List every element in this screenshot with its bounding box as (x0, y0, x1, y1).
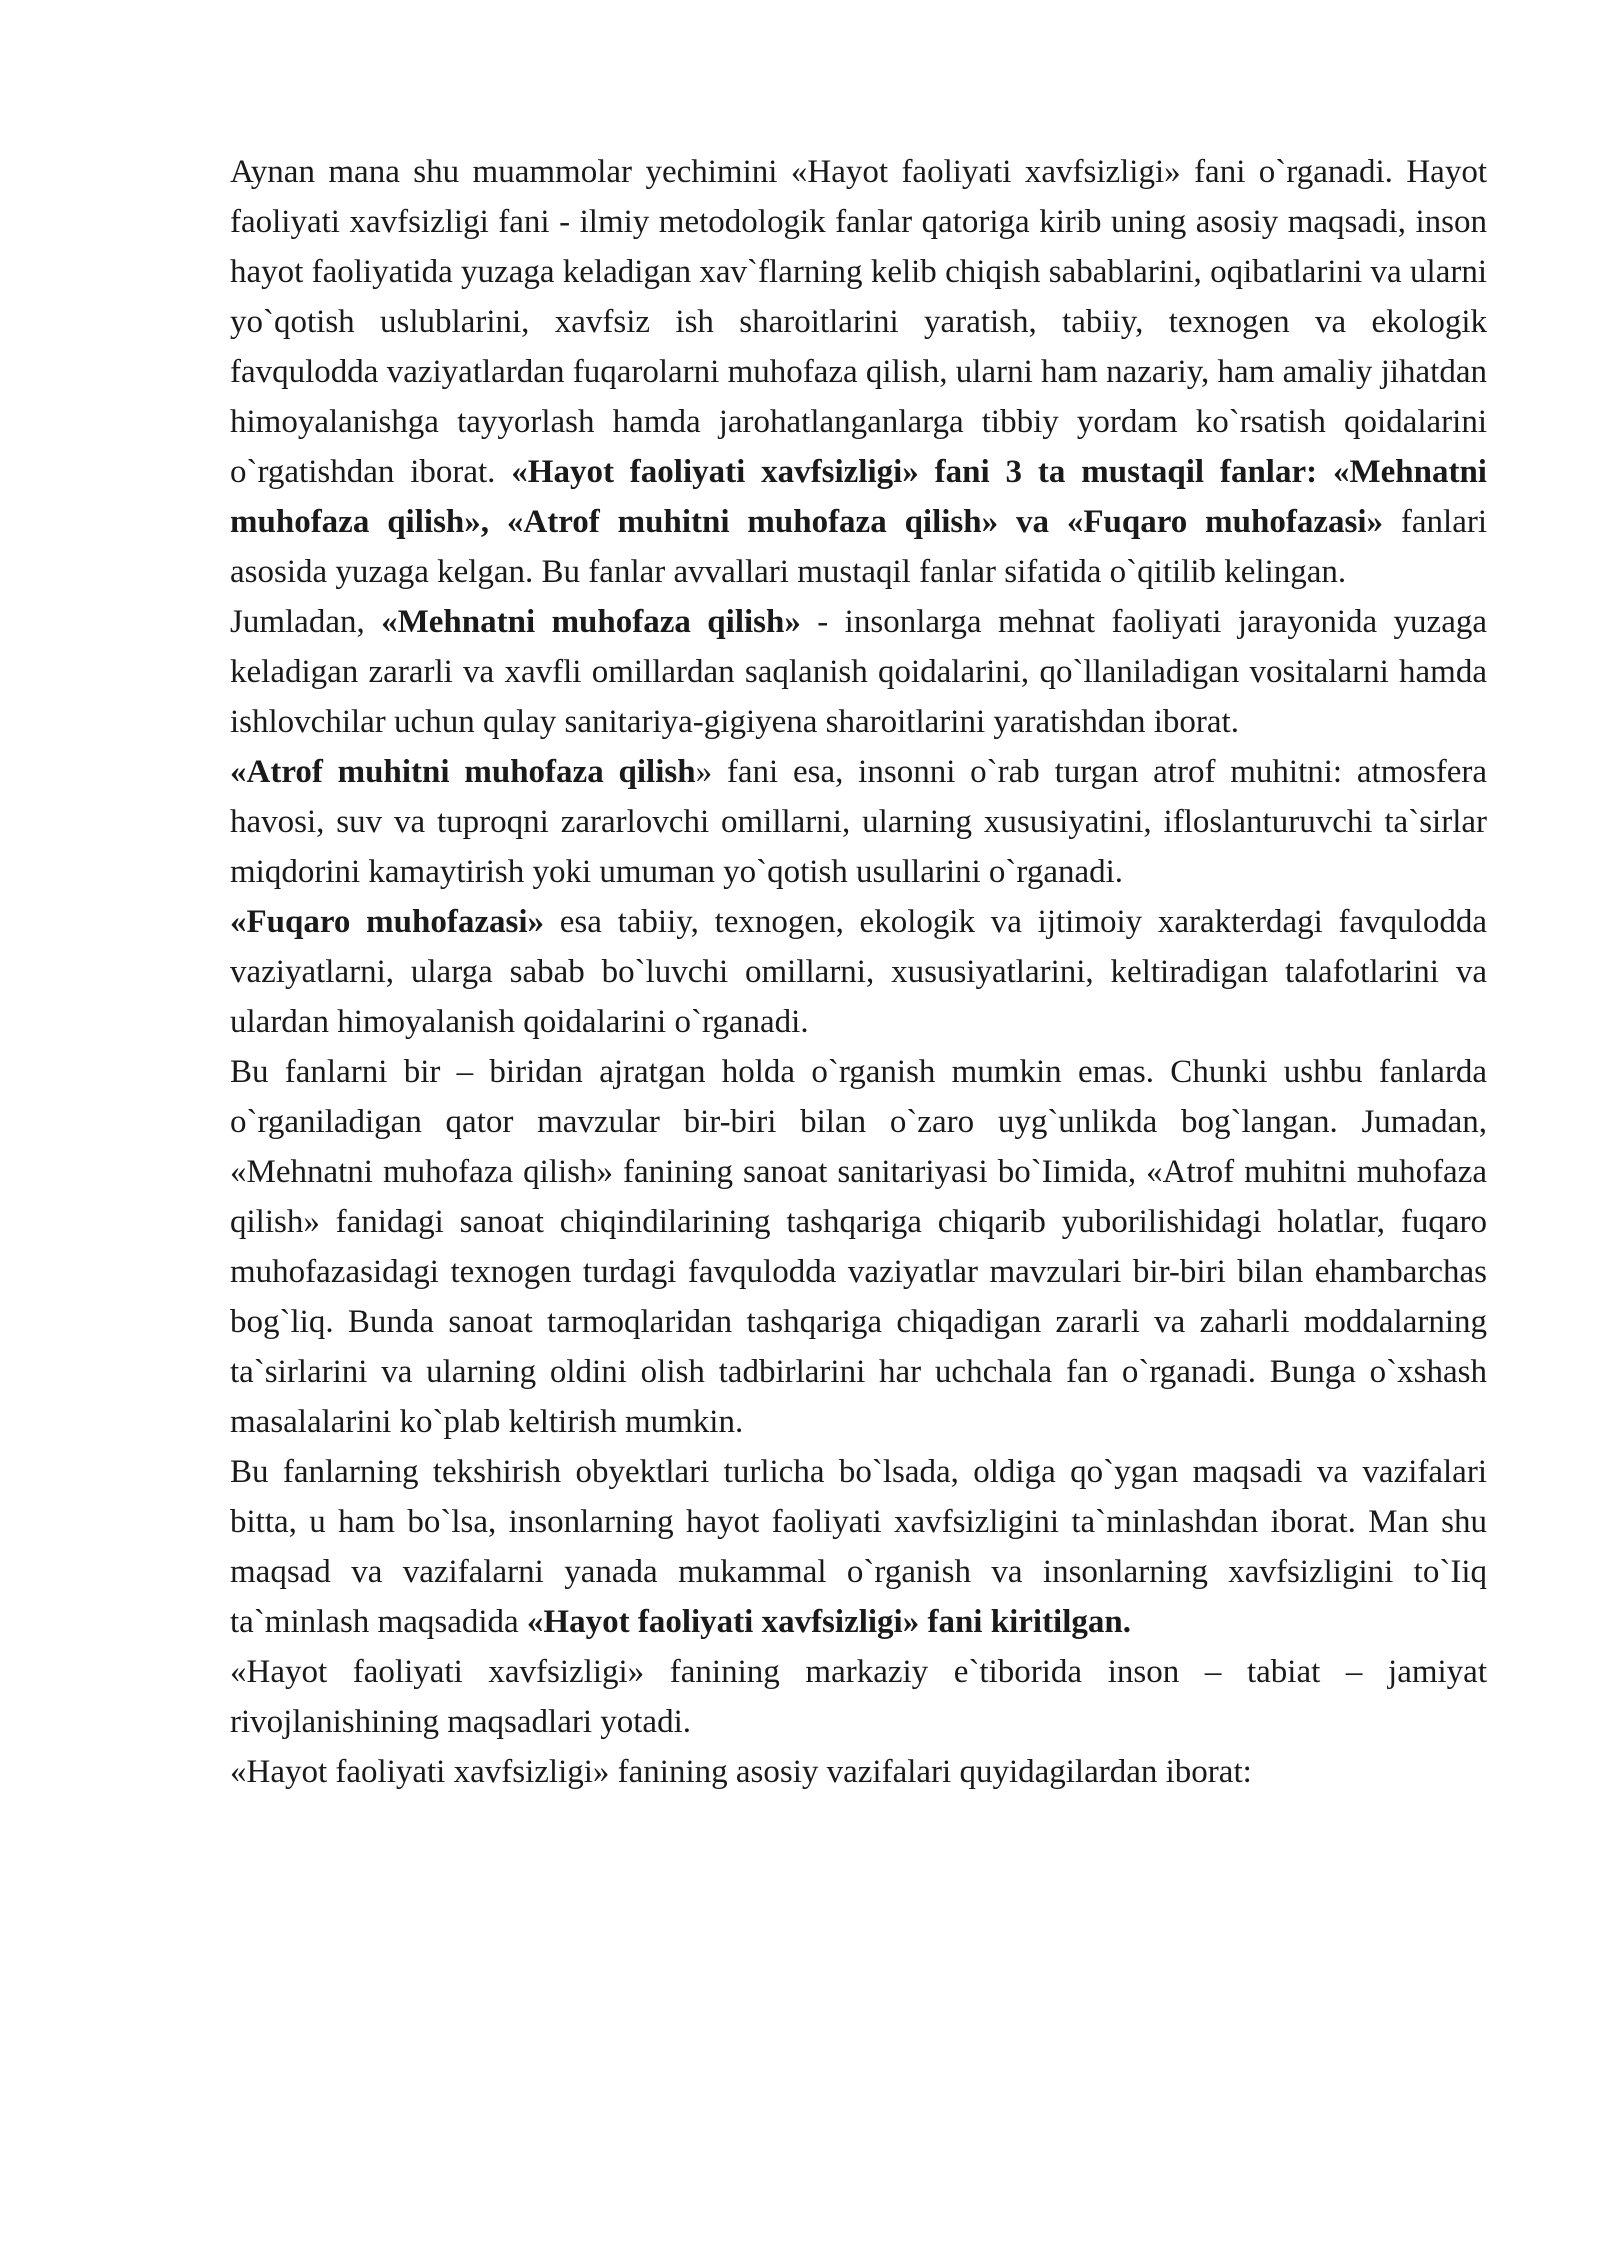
text-segment: esa tabiiy, texnogen, ekologik va ijtimoiy xarakterdagi favqulodda vaziyatlarni, ularga sabab bo`luvchi omillarni, xususiyatlarini, keltiradigan talafotlarini va ulardan himoyalanish qoidalarini o`rganadi. (230, 904, 1487, 1040)
text-segment: fanlari asosida yuzaga kelgan. Bu fanlar avvallari mustaqil fanlar sifatida o`qitilib kelingan. (230, 504, 1487, 590)
paragraph-7 (230, 1647, 1487, 1747)
paragraph-4 (230, 897, 1487, 1047)
text-segment: Jumladan, (230, 604, 382, 640)
text-segment: Bu fanlarni bir – biridan ajratgan holda o`rganish mumkin emas. Chunki ushbu fanlarda o`rganiladigan qator mavzular bir-biri bilan o`zaro uyg`unlikda bog`langan. Jumadan, «Mehnatni muhofaza qilish» fanining sanoat sanitariyasi bo`Iimida, «Atrof muhitni muhofaza qilish» fanidagi sanoat chiqindilarining tashqariga chiqarib yuborilishidagi holatlar, fuqaro muhofazasidagi texnogen turdagi favqulodda vaziyatlar mavzulari bir-biri bilan ehambarchas bog`liq. Bunda sanoat tarmoqlaridan tashqariga chiqadigan zararli va zaharli moddalarning ta`sirlarini va ularning oldini olish tadbirlarini har uchchala fan o`rganadi. Bunga o`xshash masalalarini ko`plab keltirish mumkin. (230, 1054, 1487, 1440)
bold-text-segment: «Fuqaro muhofazasi» (230, 904, 544, 940)
paragraph-5 (230, 1047, 1487, 1447)
paragraph-3 (230, 747, 1487, 897)
text-segment: Aynan mana shu muammolar yechimini «Hayot faoliyati xavfsizligi» fani o`rganadi. Hayot faoliyati xavfsizligi fani - ilmiy metodologik fanlar qatoriga kirib uning asosiy maqsadi, inson hayot faoliyatida yuzaga keladigan xav`flarning kelib chiqish sabablarini, oqibatlarini va ularni yo`qotish uslublarini, xavfsiz ish sharoitlarini yaratish, tabiiy, texnogen va ekologik favqulodda vaziyatlardan fuqarolarni muhofaza qilish, ularni ham nazariy, ham amaliy jihatdan himoyalanishga tayyorlash hamda jarohatlanganlarga tibbiy yordam ko`rsatish qoidalarini o`rgatishdan iborat. (230, 154, 1487, 490)
paragraph-2 (230, 597, 1487, 747)
text-segment: «Hayot faoliyati xavfsizligi» fanining asosiy vazifalari quyidagilardan iborat: (230, 1754, 1252, 1790)
text-segment: - insonlarga mehnat faoliyati jarayonida yuzaga keladigan zararli va xavfli omillardan saqlanish qoidalarini, qo`llaniladigan vositalarni hamda ishlovchilar uchun qulay sanitariya-gigiyena sharoitlarini yaratishdan iborat. (230, 604, 1487, 740)
bold-text-segment: «Hayot faoliyati xavfsizligi» fani kiritilgan. (526, 1604, 1131, 1640)
bold-text-segment: «Mehnatni muhofaza qilish» (381, 604, 801, 640)
paragraph-6 (230, 1447, 1487, 1647)
text-segment: Bu fanlarning tekshirish obyektlari turlicha bo`lsada, oldiga qo`ygan maqsadi va vazifalari bitta, u ham bo`lsa, insonlarning hayot faoliyati xavfsizligini ta`minlashdan iborat. Man shu maqsad va vazifalarni yanada mukammal o`rganish va insonlarning xavfsizligini to`Iiq ta`minlash maqsadida (230, 1454, 1487, 1640)
document-body (230, 147, 1487, 1797)
paragraph-1 (230, 147, 1487, 597)
bold-text-segment: «Atrof muhitni muhofaza qilish (230, 754, 696, 790)
text-segment: » fani esa, insonni o`rab turgan atrof muhitni: atmosfera havosi, suv va tuproqni zararlovchi omillarni, ularning xususiyatini, ifloslanturuvchi ta`sirlar miqdorini kamaytirish yoki umuman yo`qotish usullarini o`rganadi. (230, 754, 1487, 890)
text-segment: «Hayot faoliyati xavfsizligi» fanining markaziy e`tiborida inson – tabiat – jamiyat rivojlanishining maqsadlari yotadi. (230, 1654, 1487, 1740)
paragraph-8 (230, 1747, 1487, 1797)
bold-text-segment: «Hayot faoliyati xavfsizligi» fani 3 ta mustaqil fanlar: «Mehnatni muhofaza qilish», «Atrof muhitni muhofaza qilish» va «Fuqaro muhofazasi» (230, 454, 1487, 540)
